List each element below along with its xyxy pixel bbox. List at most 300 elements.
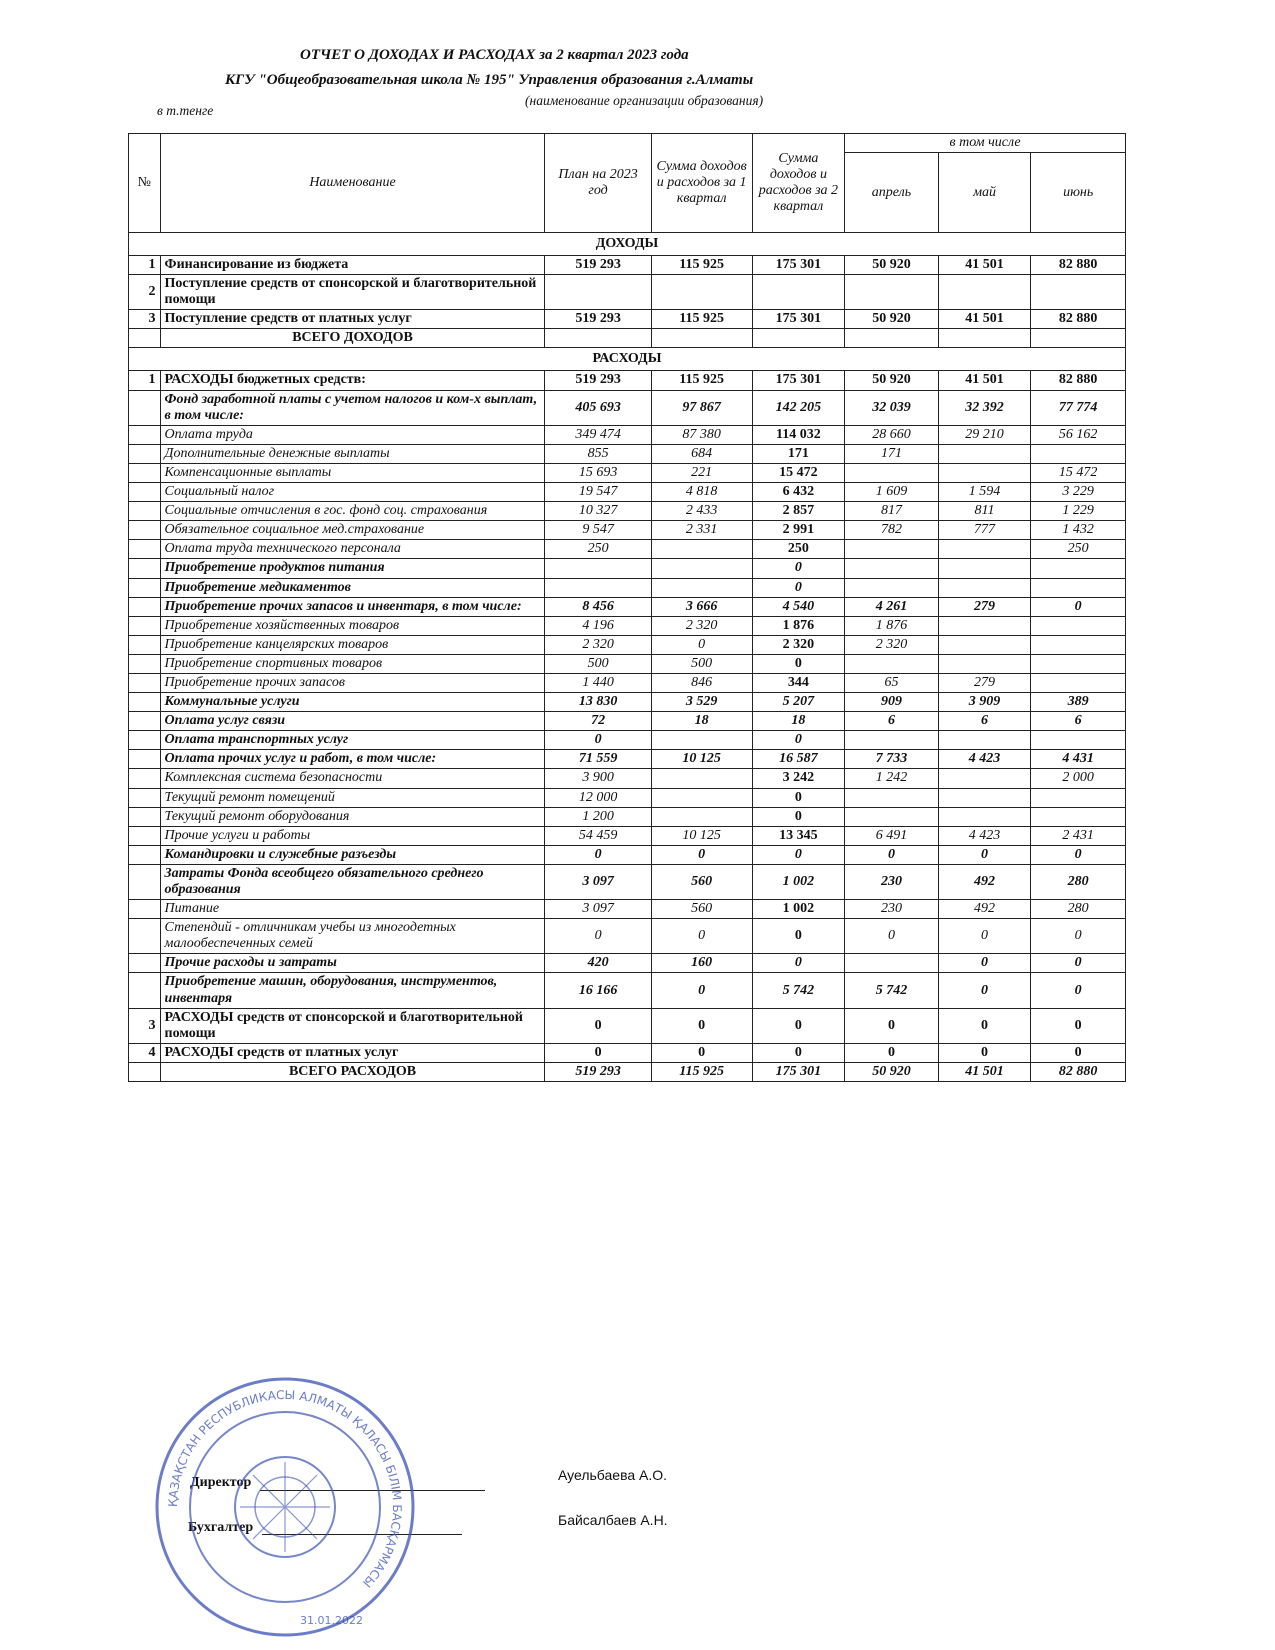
col-header-april: апрель: [845, 153, 939, 233]
income-total-label: ВСЕГО ДОХОДОВ: [160, 329, 545, 348]
row-number: [129, 693, 161, 712]
cell-q1: [651, 788, 752, 807]
total-cell-jun: 82 880: [1031, 1062, 1126, 1081]
row-number: [129, 425, 161, 444]
cell-may: 0: [938, 919, 1031, 954]
cell-plan: 519 293: [545, 371, 651, 390]
cell-plan: 0: [545, 1043, 651, 1062]
col-header-name: Наименование: [160, 134, 545, 233]
cell-jun: 56 162: [1031, 425, 1126, 444]
cell-apr: [845, 731, 939, 750]
cell-may: 6: [938, 712, 1031, 731]
cell-q2: 171: [752, 444, 845, 463]
cell-plan: 1 200: [545, 807, 651, 826]
income-total-row: [129, 329, 1126, 348]
row-number: [129, 483, 161, 502]
row-name: Прочие расходы и затраты: [160, 954, 545, 973]
cell-may: 32 392: [938, 390, 1031, 425]
cell-plan: 10 327: [545, 502, 651, 521]
table-row: [129, 1043, 1126, 1062]
row-number: [129, 973, 161, 1008]
cell-may: 279: [938, 597, 1031, 616]
cell-plan: 1 440: [545, 673, 651, 692]
cell-q2: 13 345: [752, 826, 845, 845]
cell-q2: 0: [752, 788, 845, 807]
row-number: [129, 750, 161, 769]
cell-may: [938, 463, 1031, 482]
cell-plan: 0: [545, 845, 651, 864]
income-expense-table: [128, 133, 1126, 1082]
cell-apr: 7 733: [845, 750, 939, 769]
cell-q2: 0: [752, 1043, 845, 1062]
cell-plan: 72: [545, 712, 651, 731]
cell-q2: 344: [752, 673, 845, 692]
cell-q2: 2 857: [752, 502, 845, 521]
row-number: [129, 616, 161, 635]
row-name: Коммунальные услуги: [160, 693, 545, 712]
cell-may: [938, 578, 1031, 597]
cell-may: 4 423: [938, 750, 1031, 769]
row-number: 3: [129, 1008, 161, 1043]
director-label: Директор: [190, 1475, 252, 1490]
cell-apr: 5 742: [845, 973, 939, 1008]
cell-jun: 82 880: [1031, 371, 1126, 390]
cell-jun: 250: [1031, 540, 1126, 559]
row-number: [129, 954, 161, 973]
table-row: [129, 559, 1126, 578]
cell-apr: 1 609: [845, 483, 939, 502]
director-name: Ауельбаева А.О.: [558, 1467, 668, 1483]
row-name: Приобретение машин, оборудования, инструментов, инвентаря: [160, 973, 545, 1008]
cell-plan: 519 293: [545, 310, 651, 329]
cell-jun: 6: [1031, 712, 1126, 731]
cell-q2: 4 540: [752, 597, 845, 616]
cell-q1: 0: [651, 635, 752, 654]
table-row: [129, 310, 1126, 329]
cell-apr: 0: [845, 845, 939, 864]
row-number: [129, 390, 161, 425]
cell-q2: 1 002: [752, 864, 845, 899]
row-name: Затраты Фонда всеобщего обязательного среднего образования: [160, 864, 545, 899]
cell-jun: 2 431: [1031, 826, 1126, 845]
cell-plan: 15 693: [545, 463, 651, 482]
cell-may: [938, 444, 1031, 463]
cell-q1: [651, 769, 752, 788]
cell-q2: 6 432: [752, 483, 845, 502]
cell-jun: 0: [1031, 973, 1126, 1008]
cell-apr: 0: [845, 1043, 939, 1062]
row-number: [129, 826, 161, 845]
row-name: Обязательное социальное мед.страхование: [160, 521, 545, 540]
row-number: [129, 597, 161, 616]
cell-q2: 0: [752, 919, 845, 954]
cell-may: 811: [938, 502, 1031, 521]
cell-plan: 3 097: [545, 864, 651, 899]
table-row: [129, 826, 1126, 845]
cell-may: [938, 559, 1031, 578]
cell-may: 1 594: [938, 483, 1031, 502]
cell-apr: 230: [845, 900, 939, 919]
table-row: [129, 578, 1126, 597]
cell-q2: [752, 275, 845, 310]
row-name: Оплата прочих услуг и работ, в том числе:: [160, 750, 545, 769]
row-name: Приобретение спортивных товаров: [160, 654, 545, 673]
cell-q1: 10 125: [651, 826, 752, 845]
currency-unit: в т.тенге: [157, 103, 214, 118]
row-number: [129, 712, 161, 731]
organization-caption: (наименование организации образования): [525, 93, 764, 108]
cell-apr: [845, 275, 939, 310]
cell-q1: 2 320: [651, 616, 752, 635]
cell-q1: 160: [651, 954, 752, 973]
table-row: [129, 371, 1126, 390]
cell-apr: 50 920: [845, 310, 939, 329]
row-number: [129, 502, 161, 521]
cell-may: 41 501: [938, 256, 1031, 275]
cell-may: 29 210: [938, 425, 1031, 444]
row-number: [129, 463, 161, 482]
cell-jun: [1031, 654, 1126, 673]
cell-q1: 2 331: [651, 521, 752, 540]
cell-q2: 175 301: [752, 256, 845, 275]
cell-q2: 16 587: [752, 750, 845, 769]
cell-apr: 2 320: [845, 635, 939, 654]
row-number: [129, 673, 161, 692]
row-name: Текущий ремонт помещений: [160, 788, 545, 807]
row-name: Командировки и служебные разъезды: [160, 845, 545, 864]
row-number-empty: [129, 1062, 161, 1081]
cell-plan: [545, 329, 651, 348]
cell-q1: [651, 807, 752, 826]
cell-q1: 115 925: [651, 310, 752, 329]
table-row: [129, 954, 1126, 973]
cell-may: [938, 788, 1031, 807]
cell-plan: 71 559: [545, 750, 651, 769]
cell-q1: 3 529: [651, 693, 752, 712]
total-cell-may: 41 501: [938, 1062, 1031, 1081]
cell-plan: 250: [545, 540, 651, 559]
row-number: 4: [129, 1043, 161, 1062]
expenses-total-row: [129, 1062, 1126, 1081]
cell-jun: 1 229: [1031, 502, 1126, 521]
cell-jun: 82 880: [1031, 256, 1126, 275]
cell-apr: 782: [845, 521, 939, 540]
cell-jun: 0: [1031, 919, 1126, 954]
row-name: Приобретение прочих запасов: [160, 673, 545, 692]
cell-apr: 4 261: [845, 597, 939, 616]
cell-apr: 909: [845, 693, 939, 712]
cell-jun: [1031, 673, 1126, 692]
cell-apr: 1 242: [845, 769, 939, 788]
cell-apr: 65: [845, 673, 939, 692]
cell-jun: 0: [1031, 845, 1126, 864]
cell-jun: 389: [1031, 693, 1126, 712]
table-row: [129, 502, 1126, 521]
cell-q2: 1 002: [752, 900, 845, 919]
cell-q1: 846: [651, 673, 752, 692]
stamp-ring-text: ҚАЗАҚСТАН РЕСПУБЛИКАСЫ АЛМАТЫ ҚАЛАСЫ БІЛІМ БАСҚАРМАСЫ: [165, 1387, 405, 1591]
total-cell-q2: 175 301: [752, 1062, 845, 1081]
cell-q2: 1 876: [752, 616, 845, 635]
cell-apr: [845, 463, 939, 482]
row-number: [129, 919, 161, 954]
table-row: [129, 845, 1126, 864]
row-number: [129, 559, 161, 578]
cell-q1: 221: [651, 463, 752, 482]
cell-jun: 77 774: [1031, 390, 1126, 425]
cell-q2: [752, 329, 845, 348]
cell-q2: 0: [752, 731, 845, 750]
cell-q2: 0: [752, 578, 845, 597]
cell-q1: 500: [651, 654, 752, 673]
cell-q1: 115 925: [651, 256, 752, 275]
cell-q1: [651, 559, 752, 578]
cell-may: [938, 635, 1031, 654]
row-name: Оплата труда технического персонала: [160, 540, 545, 559]
cell-jun: [1031, 559, 1126, 578]
cell-plan: 519 293: [545, 256, 651, 275]
row-name: Степендий - отличникам учебы из многодетных малообеспеченных семей: [160, 919, 545, 954]
cell-q1: 0: [651, 1043, 752, 1062]
row-name: РАСХОДЫ бюджетных средств:: [160, 371, 545, 390]
cell-plan: 405 693: [545, 390, 651, 425]
cell-may: [938, 654, 1031, 673]
cell-may: 0: [938, 845, 1031, 864]
row-number: [129, 521, 161, 540]
row-number: [129, 788, 161, 807]
table-row: [129, 673, 1126, 692]
cell-q1: [651, 329, 752, 348]
cell-q2: 5 207: [752, 693, 845, 712]
cell-jun: 15 472: [1031, 463, 1126, 482]
expenses-section-title-row: [129, 348, 1126, 371]
cell-apr: 28 660: [845, 425, 939, 444]
cell-q1: [651, 540, 752, 559]
cell-q1: 0: [651, 919, 752, 954]
cell-plan: 0: [545, 1008, 651, 1043]
row-number: [129, 769, 161, 788]
cell-plan: 16 166: [545, 973, 651, 1008]
stamp-date: 31.01.2022: [300, 1614, 363, 1627]
col-header-june: июнь: [1031, 153, 1126, 233]
cell-plan: 8 456: [545, 597, 651, 616]
table-row: [129, 463, 1126, 482]
row-name: Финансирование из бюджета: [160, 256, 545, 275]
table-row: [129, 635, 1126, 654]
cell-q1: 87 380: [651, 425, 752, 444]
row-number-empty: [129, 329, 161, 348]
cell-plan: 54 459: [545, 826, 651, 845]
cell-jun: 4 431: [1031, 750, 1126, 769]
cell-q1: 560: [651, 900, 752, 919]
table-row: [129, 973, 1126, 1008]
cell-apr: 230: [845, 864, 939, 899]
accountant-label: Бухгалтер: [188, 1520, 254, 1535]
official-stamp: [150, 1372, 420, 1642]
cell-plan: 0: [545, 731, 651, 750]
accountant-name: Байсалбаев А.Н.: [558, 1512, 668, 1528]
cell-may: [938, 731, 1031, 750]
cell-plan: [545, 559, 651, 578]
cell-q2: 142 205: [752, 390, 845, 425]
cell-q2: 3 242: [752, 769, 845, 788]
cell-plan: 4 196: [545, 616, 651, 635]
row-name: Поступление средств от платных услуг: [160, 310, 545, 329]
cell-q1: [651, 731, 752, 750]
row-number: [129, 807, 161, 826]
table-row: [129, 521, 1126, 540]
cell-apr: [845, 559, 939, 578]
cell-q2: 175 301: [752, 371, 845, 390]
row-name: Приобретение хозяйственных товаров: [160, 616, 545, 635]
cell-apr: [845, 807, 939, 826]
table-row: [129, 807, 1126, 826]
table-row: [129, 712, 1126, 731]
cell-apr: 50 920: [845, 371, 939, 390]
cell-plan: [545, 578, 651, 597]
table-row: [129, 540, 1126, 559]
income-section-title-row: [129, 233, 1126, 256]
table-row: [129, 654, 1126, 673]
row-number: [129, 540, 161, 559]
cell-q2: 5 742: [752, 973, 845, 1008]
table-row: [129, 693, 1126, 712]
cell-jun: 0: [1031, 1008, 1126, 1043]
table-row: [129, 769, 1126, 788]
cell-plan: 855: [545, 444, 651, 463]
cell-jun: 280: [1031, 864, 1126, 899]
total-cell-apr: 50 920: [845, 1062, 939, 1081]
cell-q2: 15 472: [752, 463, 845, 482]
cell-q1: 2 433: [651, 502, 752, 521]
cell-q1: [651, 578, 752, 597]
cell-apr: [845, 788, 939, 807]
table-row: [129, 1008, 1126, 1043]
table-row: [129, 390, 1126, 425]
table-row: [129, 731, 1126, 750]
cell-q2: 114 032: [752, 425, 845, 444]
row-name: Питание: [160, 900, 545, 919]
cell-plan: [545, 275, 651, 310]
cell-apr: [845, 954, 939, 973]
row-name: Приобретение канцелярских товаров: [160, 635, 545, 654]
cell-may: [938, 769, 1031, 788]
cell-jun: 0: [1031, 1043, 1126, 1062]
row-number: [129, 900, 161, 919]
row-name: РАСХОДЫ средств от платных услуг: [160, 1043, 545, 1062]
row-number: [129, 731, 161, 750]
cell-may: 492: [938, 900, 1031, 919]
row-name: Комплексная система безопасности: [160, 769, 545, 788]
cell-jun: 0: [1031, 954, 1126, 973]
table-row: [129, 864, 1126, 899]
cell-plan: 0: [545, 919, 651, 954]
cell-jun: 280: [1031, 900, 1126, 919]
row-number: [129, 845, 161, 864]
cell-may: 777: [938, 521, 1031, 540]
cell-jun: 82 880: [1031, 310, 1126, 329]
cell-q1: 4 818: [651, 483, 752, 502]
cell-apr: [845, 654, 939, 673]
table-row: [129, 483, 1126, 502]
cell-apr: 817: [845, 502, 939, 521]
cell-plan: 19 547: [545, 483, 651, 502]
cell-may: 0: [938, 1043, 1031, 1062]
row-name: Текущий ремонт оборудования: [160, 807, 545, 826]
table-row: [129, 788, 1126, 807]
cell-q1: 560: [651, 864, 752, 899]
cell-may: [938, 329, 1031, 348]
total-cell-plan: 519 293: [545, 1062, 651, 1081]
cell-may: 3 909: [938, 693, 1031, 712]
table-row: [129, 425, 1126, 444]
cell-apr: 6 491: [845, 826, 939, 845]
row-name: Приобретение продуктов питания: [160, 559, 545, 578]
row-name: Социальные отчисления в гос. фонд соц. страхования: [160, 502, 545, 521]
row-number: [129, 635, 161, 654]
cell-may: 492: [938, 864, 1031, 899]
cell-may: 0: [938, 954, 1031, 973]
cell-q2: 0: [752, 845, 845, 864]
cell-jun: [1031, 444, 1126, 463]
cell-q2: 2 991: [752, 521, 845, 540]
cell-may: 0: [938, 973, 1031, 1008]
row-name: Поступление средств от спонсорской и благотворительной помощи: [160, 275, 545, 310]
cell-may: 279: [938, 673, 1031, 692]
cell-jun: [1031, 807, 1126, 826]
cell-may: [938, 807, 1031, 826]
cell-plan: 500: [545, 654, 651, 673]
cell-apr: [845, 329, 939, 348]
cell-q2: 0: [752, 654, 845, 673]
cell-apr: 0: [845, 1008, 939, 1043]
row-name: Фонд заработной платы с учетом налогов и ком-х выплат, в том числе:: [160, 390, 545, 425]
cell-plan: 3 900: [545, 769, 651, 788]
table-row: [129, 256, 1126, 275]
cell-jun: 2 000: [1031, 769, 1126, 788]
cell-q1: 10 125: [651, 750, 752, 769]
cell-jun: [1031, 731, 1126, 750]
cell-may: [938, 275, 1031, 310]
cell-jun: 3 229: [1031, 483, 1126, 502]
table-row: [129, 616, 1126, 635]
cell-jun: [1031, 275, 1126, 310]
table-row: [129, 597, 1126, 616]
cell-jun: [1031, 788, 1126, 807]
col-header-q1: Сумма доходов и расходов за 1 квартал: [651, 134, 752, 233]
cell-jun: [1031, 635, 1126, 654]
cell-q2: 2 320: [752, 635, 845, 654]
cell-plan: 13 830: [545, 693, 651, 712]
cell-q2: 18: [752, 712, 845, 731]
cell-apr: 50 920: [845, 256, 939, 275]
report-title: ОТЧЕТ О ДОХОДАХ И РАСХОДАХ за 2 квартал 2023 года: [300, 47, 689, 63]
table-row: [129, 919, 1126, 954]
cell-plan: 349 474: [545, 425, 651, 444]
expenses-total-label: ВСЕГО РАСХОДОВ: [160, 1062, 545, 1081]
cell-q1: 0: [651, 973, 752, 1008]
cell-q1: 0: [651, 1008, 752, 1043]
cell-q2: 0: [752, 1008, 845, 1043]
row-number: 3: [129, 310, 161, 329]
row-name: Оплата труда: [160, 425, 545, 444]
cell-q2: 0: [752, 807, 845, 826]
cell-plan: 3 097: [545, 900, 651, 919]
cell-q2: 175 301: [752, 310, 845, 329]
cell-q1: [651, 275, 752, 310]
cell-apr: [845, 578, 939, 597]
row-name: Прочие услуги и работы: [160, 826, 545, 845]
